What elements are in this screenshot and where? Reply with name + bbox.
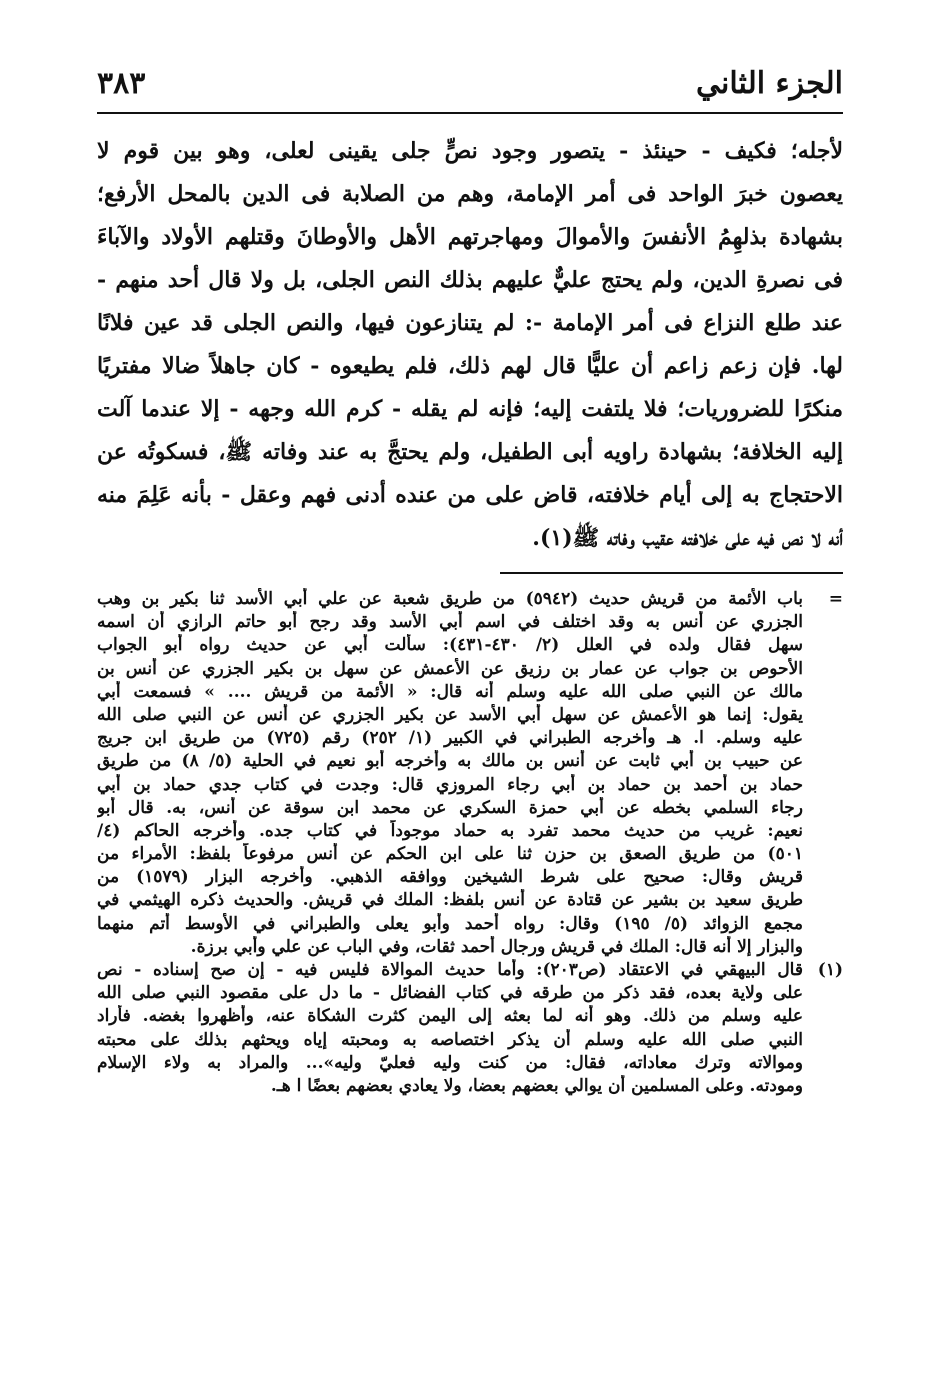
main-line: إليه الخلافة؛ بشهادة راويه أبى الطفيل، ولم يحتجَّ به عند وفاته ﷺ، فسكوتُه عن	[97, 439, 843, 465]
main-line: أنه لا نص فيه على خلافته عقيب وفاته ﷺ(١).	[532, 525, 843, 551]
footnote-line: رجاء السلمي بخطه عن أبي حمزة السكري عن محمد ابن سوقة عن أنس، به. قال أبو	[97, 797, 803, 818]
running-title: الجزء الثاني	[696, 66, 843, 101]
footnote-line: مجمع الزوائد (٥/ ١٩٥) وقال: رواه أحمد وأبو يعلى والطبراني في الأوسط أتم منهما	[97, 913, 803, 934]
footnote-line: مالك عن النبي صلى الله عليه وسلم أنه قال: « الأئمة من قريش .... » فسمعت أبي	[97, 681, 803, 702]
footnote-line: عليه وسلم. ا. هـ وأخرجه الطبراني في الكبير (١/ ٢٥٢) رقم (٧٢٥) من طريق ابن جريج	[97, 728, 803, 749]
footnote-line: سهل فقال ولده في العلل (٢/ ٤٣٠-٤٣١): سألت أبي عن حديث رواه أبو الجواب	[97, 635, 803, 656]
footnote-line: باب الأئمة من قريش حديث (٥٩٤٢) من طريق شعبة عن علي أبي الأسد ثنا بكير بن وهب	[97, 589, 803, 609]
footnote-body	[97, 959, 803, 1098]
main-line: منكرًا للضروريات؛ فلا يلتفت إليه؛ فإنه لم يقله - كرم الله وجهه - إلا عندما آلت	[97, 396, 843, 422]
footnote-separator	[500, 572, 843, 574]
header-rule	[97, 112, 843, 114]
footnote-continuation	[97, 588, 843, 959]
footnote-line: عليه وسلم من ذلك. وهو أنه لما بعثه إلى اليمن كثرت الشكاة عنه، وأظهروا بغضه. فأراد	[97, 1006, 803, 1027]
footnote-line: الجزري عن أنس به وقد اختلف في اسم أبي الأسد وقد رجح أبو حاتم الرازي أن اسمه	[97, 612, 803, 633]
footnote-line: النبي صلى الله عليه وسلم أن يذكر اختصاصه به ومحبته إياه ويحثهم بذلك على محبته	[97, 1029, 803, 1050]
footnote-marker: (١)	[817, 960, 843, 980]
footnote-line: وموالاته وترك معاداته، فقال: من كنت وليه فعليّ وليه»... والمراد به ولاء الإسلام	[97, 1052, 803, 1073]
main-line: فى نصرةِ الدين، ولم يحتج عليٌّ عليهم بذلك النص الجلى، بل ولا قال أحد منهم -	[97, 267, 843, 293]
footnote-line: على ولاية بعده، فقد ذكر من طرقه في كتاب الفضائل - ما دل على مقصود النبي صلى الله	[97, 983, 803, 1004]
main-text	[97, 130, 843, 560]
footnote-line: ٥٠١) من طريق الصعق بن حزن ثنا على ابن الحكم عن أنس مرفوعاً بلفظ: الأمراء من	[97, 844, 803, 865]
main-line: بشهادة بذلهِمُ الأنفسَ والأموالَ ومهاجرتهم الأهل والأوطانَ وقتلهم الأولاد والآباءَ	[97, 224, 843, 250]
main-line: لها. فإن زعم زاعم أن عليًّا قال لهم ذلك، فلم يطيعوه - كان جاهلاً ضالا مفتريًا	[97, 353, 843, 379]
running-header	[97, 56, 843, 104]
footnote-marker: =	[828, 589, 843, 609]
footnote-line: يقول: إنما هو الأعمش عن سهل أبي الأسد عن بكير الجزري عن أنس عن النبي صلى الله	[97, 704, 803, 725]
footnotes	[97, 588, 843, 1098]
footnote-line: والبزار إلا أنه قال: الملك في قريش ورجال أحمد ثقات، وفي الباب عن علي وأبي برزة.	[190, 936, 803, 957]
page-number: ٣٨٣	[97, 66, 146, 101]
footnote-line: ومودته. وعلى المسلمين أن يوالي بعضهم بعضا، ولا يعادي بعضهم بعضًا ا هـ.	[270, 1075, 803, 1096]
main-line: لأجله؛ فكيف - حينئذ - يتصور وجود نصٍّ جلى يقينى لعلى، وهو بين قوم لا	[97, 138, 843, 164]
main-line: الاحتجاج به إلى أيام خلافته، قاض على من عنده أدنى فهم وعقل - بأنه عَلِمَ منه	[97, 482, 843, 508]
footnote-1	[97, 959, 843, 1098]
footnote-line: عن حبيب بن أبي ثابت عن أنس بن مالك به وأخرجه أبو نعيم في الحلية (٥/ ٨) من طريق	[97, 751, 803, 772]
footnote-line: قال البيهقي في الاعتقاد (ص٢٠٣): وأما حديث الموالاة فليس فيه - إن صح إسناده - نص	[97, 960, 803, 980]
footnote-line: قريش وقال: صحيح على شرط الشيخين ووافقه الذهبي. وأخرجه البزار (١٥٧٩) من	[97, 867, 803, 888]
footnote-line: طريق سعيد بن بشير عن قتادة عن أنس بلفظ: الملك في قريش. والحديث ذكره الهيثمي في	[97, 890, 803, 911]
main-line: يعصون خبرَ الواحد فى أمر الإمامة، وهم من الصلابة فى الدين بالمحل الأرفع؛	[97, 181, 843, 207]
footnote-line: الأحوص بن جواب عن عمار بن رزيق عن الأعمش عن سهل بن بكير الجزري عن أنس بن	[97, 658, 803, 679]
footnote-body	[97, 588, 803, 959]
main-line: عند طلع النزاع فى أمر الإمامة -: لم يتنازعون فيها، والنص الجلى قد عين فلانًا	[97, 310, 843, 336]
footnote-line: نعيم: غريب من حديث محمد تفرد به حماد موجوداً في كتاب جده. وأخرجه الحاكم (٤/	[97, 820, 803, 841]
footnote-line: حماد بن أحمد بن حماد بن أبي رجاء المروزي قال: وجدت في كتاب جدي حماد بن أبي	[97, 774, 803, 795]
